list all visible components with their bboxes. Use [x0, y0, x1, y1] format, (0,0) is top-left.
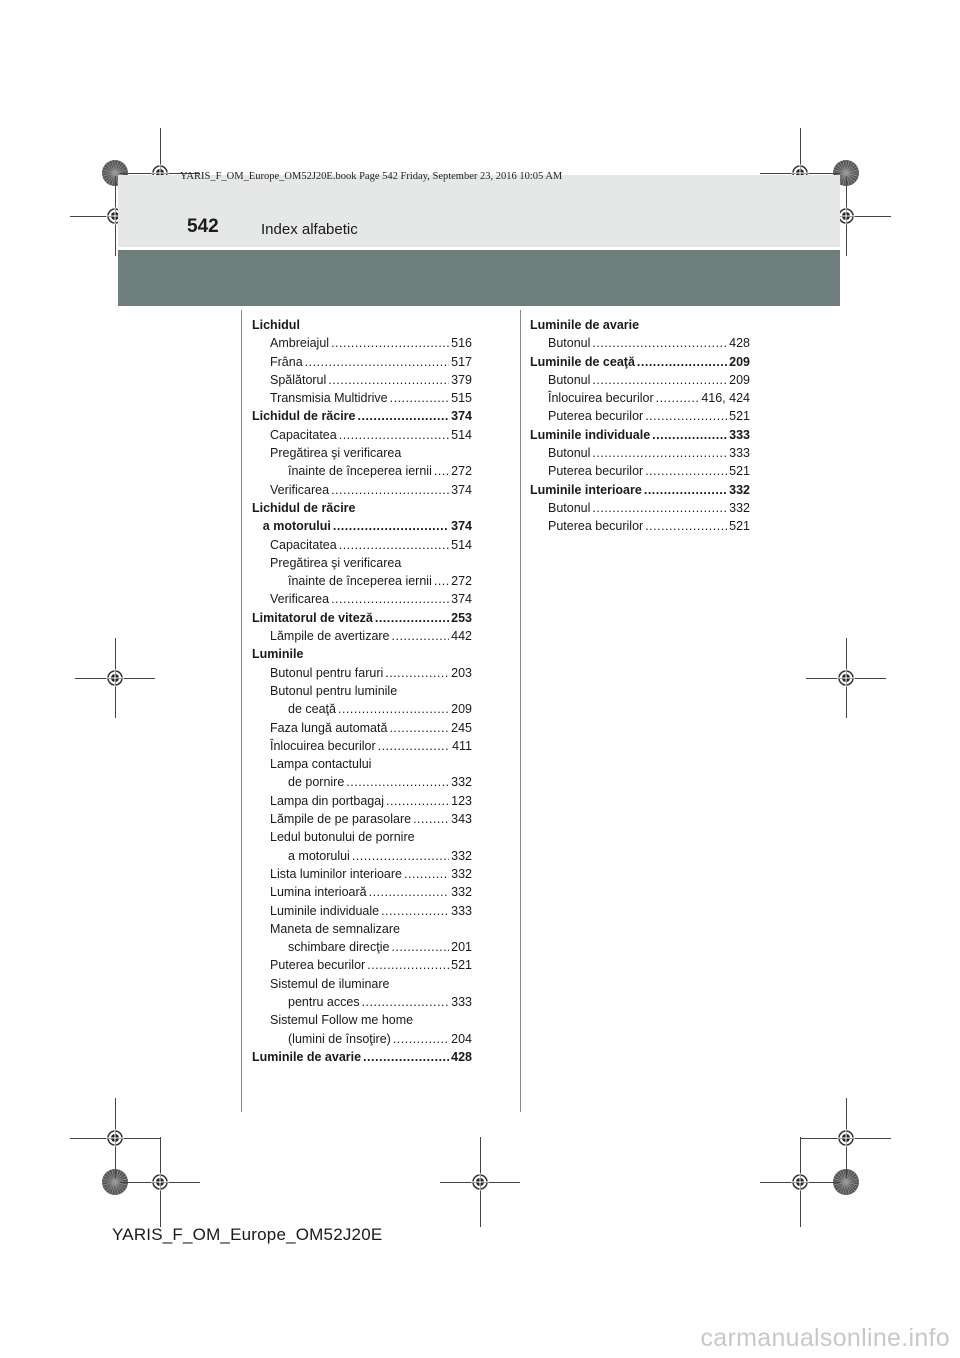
book-file-info: YARIS_F_OM_Europe_OM52J20E.book Page 542 Friday, September 23, 2016 10:05 AM	[180, 171, 563, 182]
index-subheading: Pregătirea şi verificarea	[270, 446, 402, 461]
index-entry-page: 515	[451, 391, 472, 406]
index-entry-term: Butonul	[548, 372, 591, 387]
index-entry-page: 411	[452, 738, 472, 753]
index-subheading: Sistemul de iluminare	[270, 976, 390, 991]
index-entry-term: Butonul pentru faruri	[270, 665, 384, 680]
index-entry-page: 374	[451, 409, 472, 424]
dot-leader	[652, 426, 727, 444]
index-entry	[252, 938, 472, 956]
index-entry-term: Puterea becurilor	[270, 958, 366, 973]
index-column-left	[252, 316, 472, 1066]
dot-leader	[331, 590, 449, 608]
index-subheading: Butonul pentru luminile	[270, 683, 398, 698]
header-band	[118, 175, 840, 247]
index-column-right	[530, 316, 750, 536]
dot-leader	[333, 517, 449, 535]
index-entry-page: 514	[451, 537, 472, 552]
index-entry-term: Spălătorul	[270, 372, 327, 387]
dot-leader	[339, 426, 449, 444]
dot-leader	[592, 444, 727, 462]
dot-leader	[389, 719, 449, 737]
index-entry-term: Capacitatea	[270, 537, 337, 552]
index-entry	[252, 902, 472, 920]
index-entry	[530, 499, 750, 517]
dot-leader	[434, 572, 449, 590]
index-entry-term: Verificarea	[270, 482, 330, 497]
dot-leader	[390, 389, 450, 407]
index-heading: Luminile de avarie	[530, 318, 640, 332]
index-entry-page: 374	[451, 482, 472, 497]
index-entry-page: 272	[451, 574, 472, 589]
index-entry-page: 428	[729, 336, 750, 351]
index-entry-term: Butonul	[548, 336, 591, 351]
dot-leader	[645, 462, 727, 480]
dot-leader	[346, 773, 449, 791]
index-subheading: Sistemul Follow me home	[270, 1013, 414, 1028]
index-subheading: Ledul butonului de pornire	[270, 830, 415, 845]
index-entry-page: 416, 424	[701, 391, 750, 406]
index-entry-term: Lămpile de pe parasolare	[270, 812, 412, 827]
index-entry-page: 521	[729, 409, 750, 424]
dot-leader	[385, 664, 449, 682]
index-entry-term: Verificarea	[270, 592, 330, 607]
index-entry	[252, 719, 472, 737]
index-entry-page: 374	[451, 519, 472, 534]
index-entry-term: a motorului	[288, 848, 350, 863]
index-entry	[252, 389, 472, 407]
dot-leader	[592, 334, 727, 352]
index-entry-term: Lampa din portbagaj	[270, 793, 384, 808]
index-entry	[252, 371, 472, 389]
dot-leader	[592, 371, 727, 389]
index-entry-term: Lichidul de răcire	[252, 409, 356, 424]
index-entry	[252, 536, 472, 554]
page-number: 542	[187, 216, 219, 237]
index-entry	[530, 334, 750, 352]
index-entry-term: Butonul	[548, 500, 591, 515]
dot-leader	[393, 1030, 449, 1048]
index-entry	[530, 389, 750, 407]
index-entry	[252, 847, 472, 865]
index-entry	[252, 700, 472, 718]
dot-leader	[358, 407, 450, 425]
index-entry	[530, 444, 750, 462]
index-entry-term: de pornire	[288, 775, 345, 790]
index-entry-term: schimbare direcţie	[288, 940, 390, 955]
index-entry-page: 272	[451, 464, 472, 479]
index-entry-page: 253	[451, 610, 472, 625]
dot-leader	[352, 847, 449, 865]
index-entry-term: Luminile interioare	[530, 482, 642, 497]
index-entry-page: 333	[451, 903, 472, 918]
index-entry	[530, 517, 750, 535]
index-entry-term: Frâna	[270, 354, 303, 369]
index-entry-page: 201	[451, 940, 472, 955]
dot-leader	[305, 353, 449, 371]
index-entry-term: Luminile individuale	[530, 427, 651, 442]
index-entry	[252, 353, 472, 371]
dot-leader	[369, 883, 450, 901]
index-entry	[252, 572, 472, 590]
dot-leader	[404, 865, 449, 883]
index-entry-page: 332	[451, 885, 472, 900]
index-entry-term: Puterea becurilor	[548, 409, 644, 424]
index-entry-term: Lista luminilor interioare	[270, 866, 403, 881]
index-entry-page: 204	[451, 1031, 472, 1046]
index-entry-page: 379	[451, 372, 472, 387]
dot-leader	[637, 353, 727, 371]
index-entry	[252, 590, 472, 608]
index-entry	[252, 609, 472, 627]
index-entry	[530, 371, 750, 389]
index-entry-page: 209	[729, 354, 750, 369]
index-entry-page: 209	[451, 702, 472, 717]
index-entry-term: Puterea becurilor	[548, 519, 644, 534]
index-subheading: Lampa contactului	[270, 757, 372, 772]
index-entry	[252, 810, 472, 828]
index-entry-term: Transmisia Multidrive	[270, 391, 388, 406]
dot-leader	[645, 407, 727, 425]
index-entry	[530, 353, 750, 371]
index-entry-term: Luminile individuale	[270, 903, 380, 918]
index-entry-page: 245	[451, 720, 472, 735]
index-entry	[530, 462, 750, 480]
index-entry-term: Luminile de ceaţă	[530, 354, 635, 369]
index-entry-page: 374	[451, 592, 472, 607]
dot-leader	[645, 517, 727, 535]
dot-leader	[391, 938, 449, 956]
section-title: Index alfabetic	[261, 221, 358, 238]
index-entry-term: Ambreiajul	[270, 336, 330, 351]
index-entry	[252, 481, 472, 499]
dot-leader	[328, 371, 449, 389]
index-entry-term: Capacitatea	[270, 427, 337, 442]
index-entry	[252, 883, 472, 901]
index-entry-term: Butonul	[548, 446, 591, 461]
index-entry-page: 333	[729, 446, 750, 461]
index-entry	[252, 1030, 472, 1048]
index-entry-page: 521	[451, 958, 472, 973]
index-entry-page: 428	[451, 1049, 472, 1064]
index-entry-page: 343	[451, 812, 472, 827]
index-entry-term: (lumini de însoţire)	[288, 1031, 391, 1046]
dot-leader	[656, 389, 700, 407]
index-entry-term: Înlocuirea becurilor	[270, 738, 376, 753]
dot-leader	[367, 956, 449, 974]
index-entry	[530, 407, 750, 425]
index-subheading: Maneta de semnalizare	[270, 921, 400, 936]
index-entry	[252, 664, 472, 682]
index-entry	[252, 426, 472, 444]
index-entry-term: înainte de începerea iernii	[288, 574, 432, 589]
index-entry-page: 521	[729, 464, 750, 479]
index-entry-page: 521	[729, 519, 750, 534]
dot-leader	[339, 536, 449, 554]
dot-leader	[386, 792, 449, 810]
dot-leader	[392, 627, 450, 645]
dot-leader	[375, 609, 449, 627]
index-entry	[252, 737, 472, 755]
index-entry-page: 517	[451, 354, 472, 369]
dot-leader	[331, 334, 449, 352]
index-heading: Lichidul de răcire	[252, 500, 356, 515]
index-entry-page: 333	[729, 427, 750, 442]
index-entry	[252, 792, 472, 810]
index-entry-page: 442	[451, 629, 472, 644]
index-entry	[530, 481, 750, 499]
index-entry-page: 333	[451, 994, 472, 1009]
dot-leader	[363, 1048, 449, 1066]
index-entry	[252, 627, 472, 645]
index-entry	[252, 773, 472, 791]
index-subheading: Pregătirea şi verificarea	[270, 555, 402, 570]
index-entry	[530, 426, 750, 444]
index-heading: Lichidul	[252, 318, 300, 332]
index-entry-page: 514	[451, 427, 472, 442]
column-rule-middle	[520, 310, 521, 1112]
index-entry-term: pentru acces	[288, 994, 360, 1009]
dot-leader	[413, 810, 449, 828]
index-entry-term: Faza lungă automată	[270, 720, 388, 735]
index-entry-page: 332	[729, 500, 750, 515]
index-entry	[252, 956, 472, 974]
document-code: YARIS_F_OM_Europe_OM52J20E	[112, 1225, 383, 1244]
index-entry-term: de ceaţă	[288, 702, 336, 717]
index-entry-page: 209	[729, 372, 750, 387]
dot-leader	[331, 481, 449, 499]
index-entry-term: Luminile de avarie	[252, 1049, 362, 1064]
section-band	[118, 250, 840, 306]
index-entry	[252, 865, 472, 883]
index-entry-term: Lămpile de avertizare	[270, 629, 390, 644]
index-entry-page: 332	[451, 848, 472, 863]
index-entry	[252, 1048, 472, 1066]
index-entry-term: Lumina interioară	[270, 885, 367, 900]
dot-leader	[644, 481, 727, 499]
index-entry-page: 332	[451, 775, 472, 790]
index-entry	[252, 462, 472, 480]
index-entry-page: 203	[451, 665, 472, 680]
index-entry-term: Limitatorul de viteză	[252, 610, 373, 625]
index-entry-term: Puterea becurilor	[548, 464, 644, 479]
index-entry	[252, 407, 472, 425]
index-entry-page: 516	[451, 336, 472, 351]
index-entry-term: a motorului	[262, 519, 331, 534]
column-rule-left	[241, 310, 242, 1112]
index-heading: Luminile	[252, 647, 304, 662]
index-entry-page: 332	[729, 482, 750, 497]
index-entry-term: înainte de începerea iernii	[288, 464, 432, 479]
dot-leader	[434, 462, 449, 480]
dot-leader	[592, 499, 727, 517]
index-entry	[252, 993, 472, 1011]
watermark: carmanualsonline.info	[700, 1324, 950, 1352]
index-entry	[252, 517, 472, 535]
dot-leader	[381, 902, 449, 920]
index-entry-term: Înlocuirea becurilor	[548, 391, 654, 406]
index-entry-page: 332	[451, 866, 472, 881]
dot-leader	[362, 993, 450, 1011]
dot-leader	[378, 737, 450, 755]
index-entry-page: 123	[451, 793, 472, 808]
index-entry	[252, 334, 472, 352]
dot-leader	[338, 700, 449, 718]
